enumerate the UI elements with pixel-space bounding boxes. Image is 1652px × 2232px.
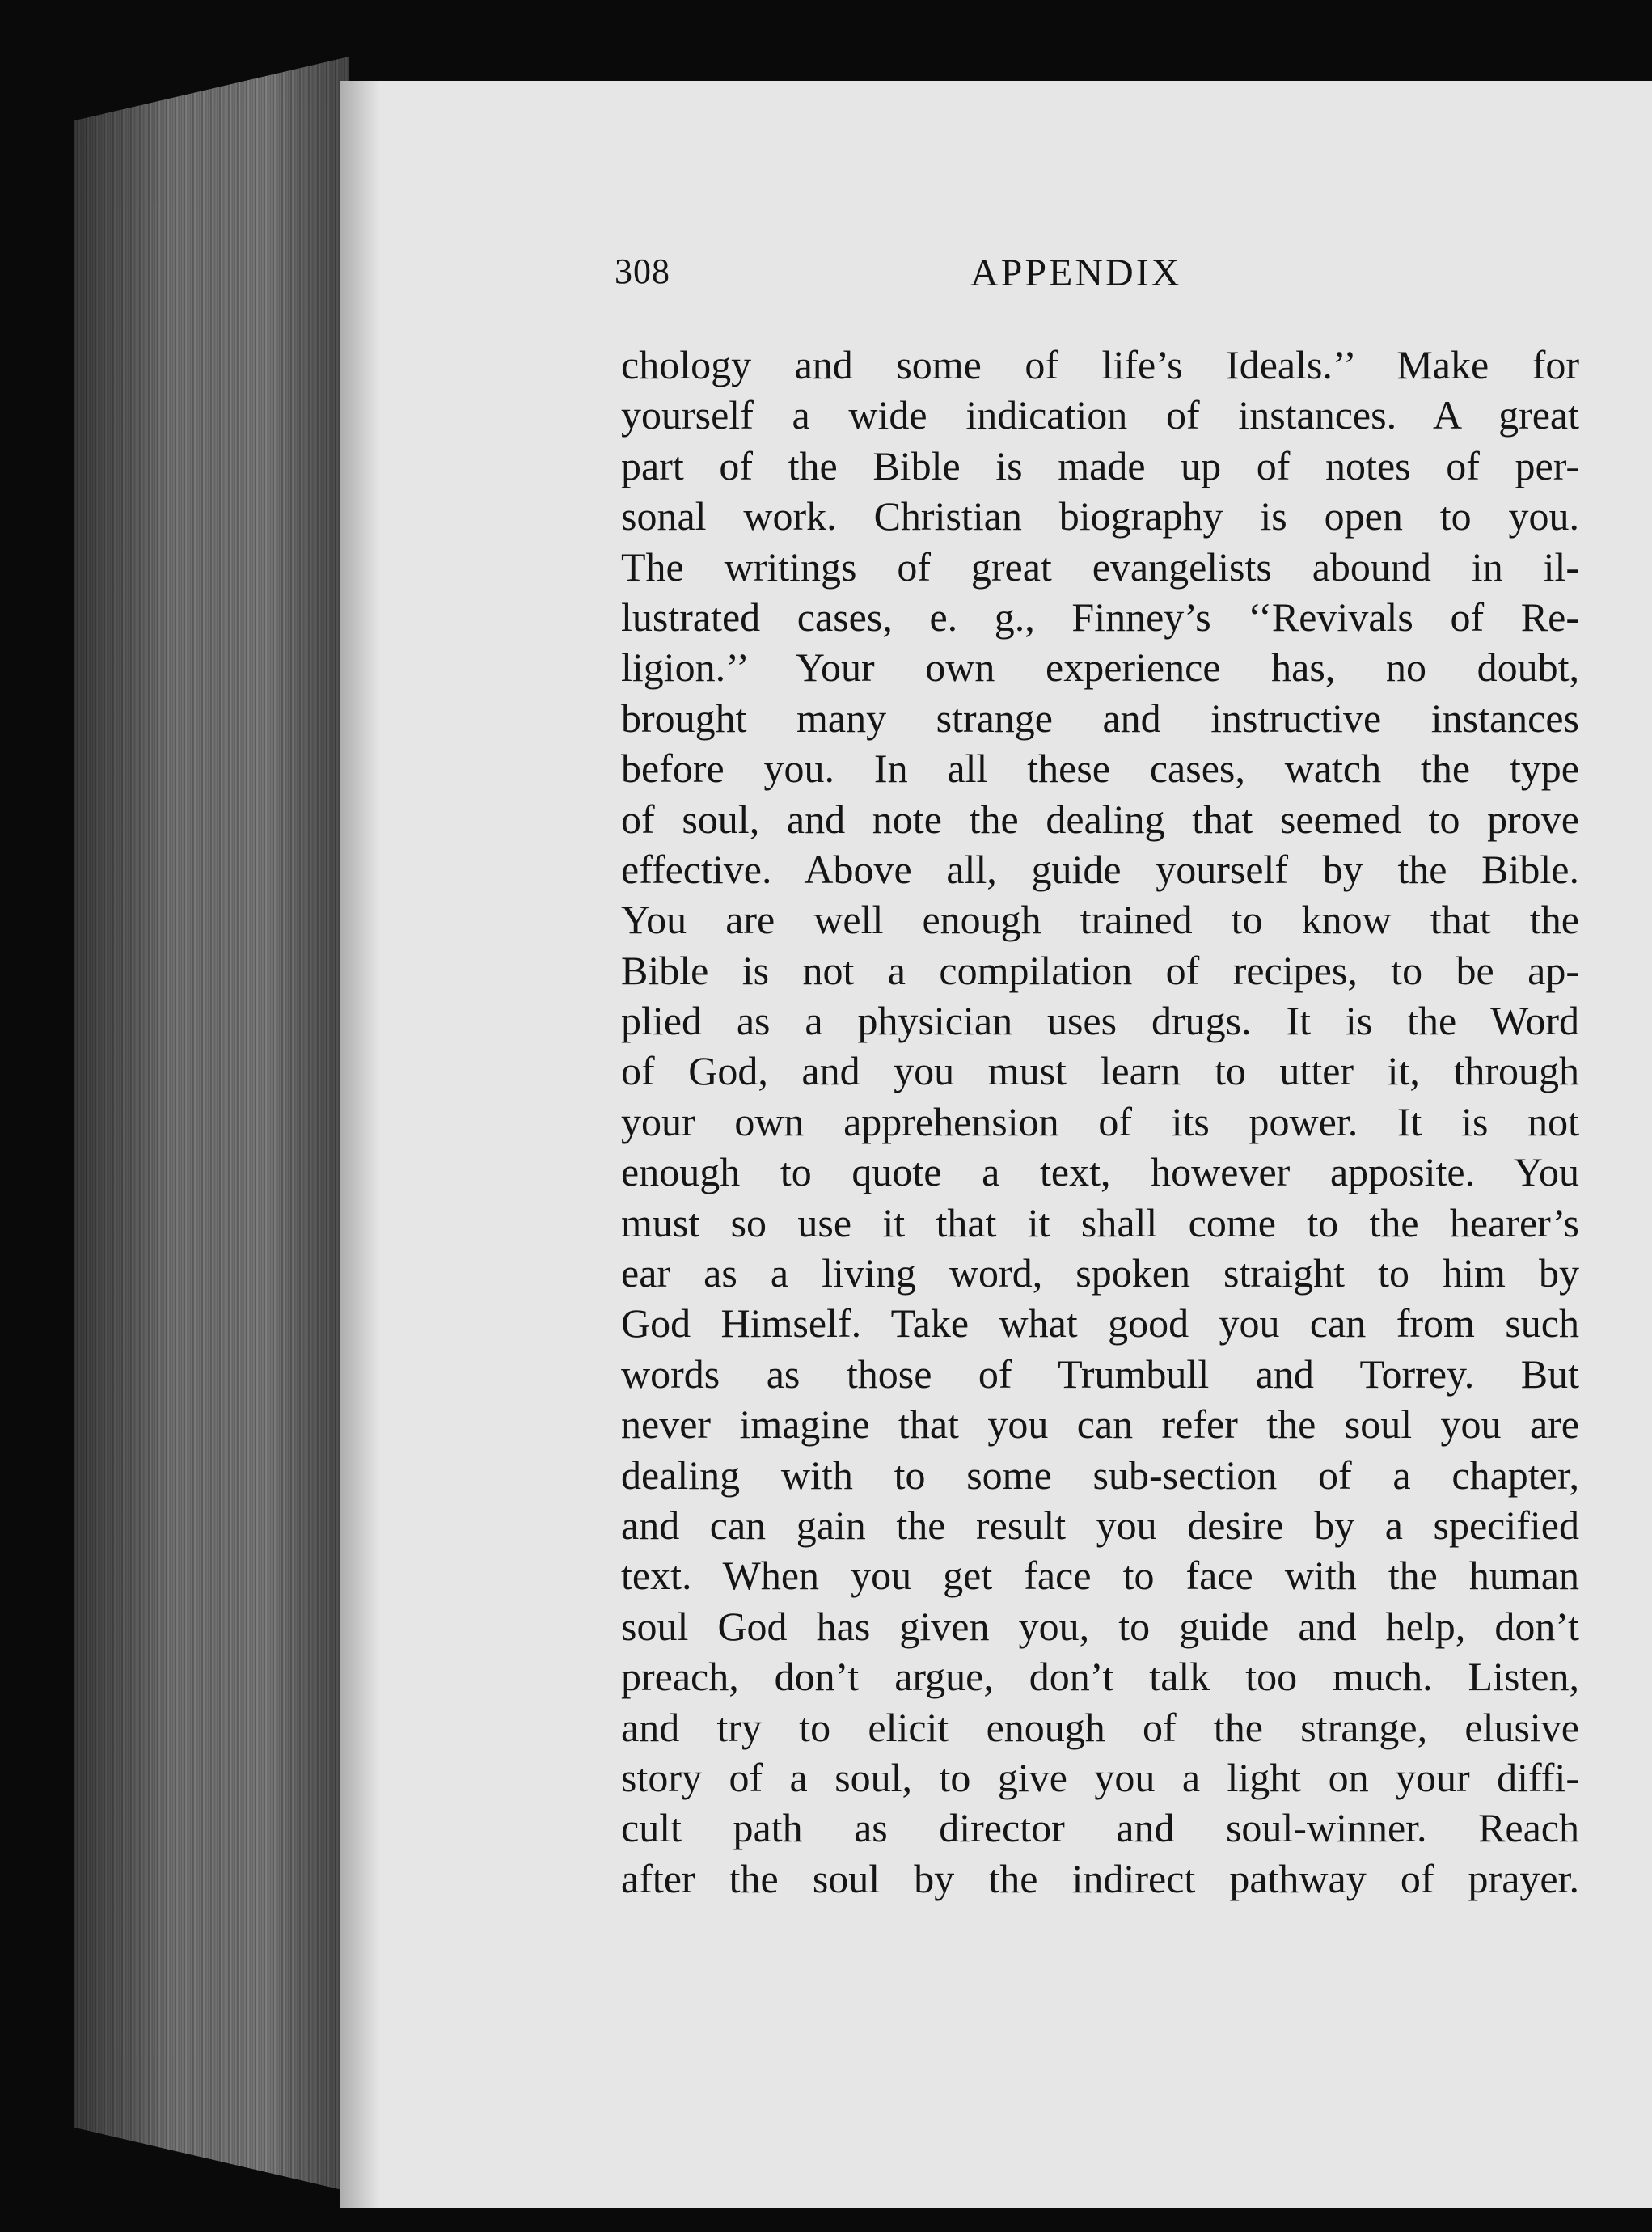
text-line: You are well enough trained to know that the <box>621 897 1579 943</box>
text-line: of soul, and note the dealing that seemed to prove <box>621 796 1579 842</box>
text-line: and try to elicit enough of the strange, elusive <box>621 1704 1579 1750</box>
text-line: enough to quote a text, however apposite. You <box>621 1149 1579 1195</box>
text-line: The writings of great evangelists abound in il- <box>621 543 1579 590</box>
page-number: 308 <box>615 252 670 291</box>
text-line: soul God has given you, to guide and help, don’t <box>621 1603 1579 1649</box>
text-line: after the soul by the indirect pathway of prayer. <box>621 1855 1579 1901</box>
page-header <box>615 251 1553 315</box>
text-line: must so use it that it shall come to the hearer’s <box>621 1199 1579 1245</box>
text-line: words as those of Trumbull and Torrey. But <box>621 1351 1579 1397</box>
text-line: and can gain the result you desire by a specified <box>621 1502 1579 1548</box>
text-line: dealing with to some sub-section of a chapter, <box>621 1452 1579 1498</box>
text-line: chology and some of life’s Ideals.’’ Make for <box>621 342 1579 387</box>
text-line: your own apprehension of its power. It is not <box>621 1098 1579 1144</box>
text-line: effective. Above all, guide yourself by the Bible. <box>621 846 1579 892</box>
text-line: sonal work. Christian biography is open to you. <box>621 493 1579 539</box>
text-line: God Himself. Take what good you can from such <box>621 1300 1579 1346</box>
body-text <box>621 340 1579 1904</box>
text-line: never imagine that you can refer the soul you are <box>621 1401 1579 1448</box>
text-line: yourself a wide indication of instances. A great <box>621 392 1579 438</box>
page-gutter-shadow <box>340 81 380 2208</box>
text-line: lustrated cases, e. g., Finney’s ‘‘Revivals of Re- <box>621 594 1579 640</box>
running-head: APPENDIX <box>970 252 1182 294</box>
text-line: ligion.’’ Your own experience has, no doubt, <box>621 645 1579 691</box>
text-line: story of a soul, to give you a light on your diffi- <box>621 1754 1579 1800</box>
text-line: Bible is not a compilation of recipes, to be ap- <box>621 947 1579 993</box>
text-line: text. When you get face to face with the human <box>621 1553 1579 1599</box>
text-line: of God, and you must learn to utter it, through <box>621 1048 1579 1094</box>
text-line: ear as a living word, spoken straight to him by <box>621 1250 1579 1296</box>
text-line: cult path as director and soul-winner. Reach <box>621 1805 1579 1851</box>
text-line: before you. In all these cases, watch the type <box>621 746 1579 792</box>
text-line: plied as a physician uses drugs. It is the Word <box>621 998 1579 1044</box>
text-line: part of the Bible is made up of notes of per- <box>621 442 1579 488</box>
fore-edge-shading <box>74 57 349 2192</box>
text-line: preach, don’t argue, don’t talk too much. Listen, <box>621 1654 1579 1700</box>
text-line: brought many strange and instructive instances <box>621 695 1579 741</box>
